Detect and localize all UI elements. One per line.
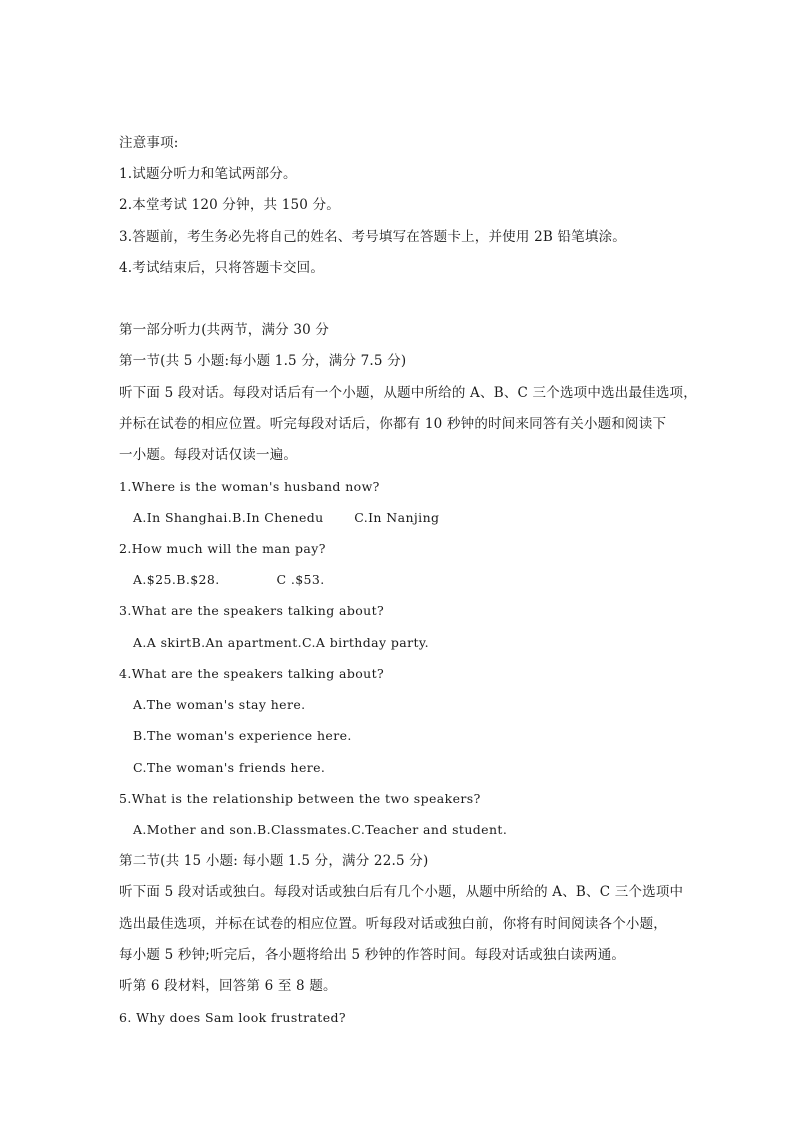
question-4-option-a: A.The woman's stay here. — [133, 697, 306, 712]
part1-title: 第一部分听力(共两节，满分 30 分 — [119, 322, 330, 338]
section2-instruction-line-3: 每小题 5 秒钟;听完后，各小题将给出 5 秒钟的作答时间。每段对话或独白读两通。 — [119, 947, 626, 963]
section1-instruction-line-1: 听下面 5 段对话。每段对话后有一个小题，从题中所给的 A、B、C 三个选项中选出最佳选项， — [119, 385, 697, 401]
notice-item-3: 3.答题前，考生务必先将自己的姓名、考号填写在答题卡上，并使用 2B 铅笔填涂。 — [119, 229, 626, 245]
question-1-stem: 1.Where is the woman's husband now? — [119, 479, 380, 494]
question-1-options: A.In Shanghai.B.In Chenedu C.In Nanjing — [133, 510, 440, 525]
question-5-stem: 5.What is the relationship between the two speakers? — [119, 791, 481, 806]
section2-title: 第二节(共 15 小题: 每小题 1.5 分，满分 22.5 分) — [119, 853, 429, 869]
question-4-option-b: B.The woman's experience here. — [133, 728, 352, 743]
question-3-options: A.A skirtB.An apartment.C.A birthday party. — [133, 635, 430, 650]
section1-instruction-line-2: 并标在试卷的相应位置。听完每段对话后，你都有 10 秒钟的时间来同答有关小题和阅读下 — [119, 416, 667, 432]
section2-material: 听第 6 段材料，回答第 6 至 8 题。 — [119, 978, 337, 994]
question-4-option-c: C.The woman's friends here. — [133, 760, 326, 775]
notice-item-1: 1.试题分听力和笔试两部分。 — [119, 166, 297, 182]
section1-instruction-line-3: 一小题。每段对话仅读一遍。 — [119, 447, 298, 463]
question-3-stem: 3.What are the speakers talking about? — [119, 603, 385, 618]
section1-title: 第一节(共 5 小题:每小题 1.5 分，满分 7.5 分) — [119, 353, 407, 369]
question-4-stem: 4.What are the speakers talking about? — [119, 666, 385, 681]
section2-instruction-line-1: 听下面 5 段对话或独白。每段对话或独白后有几个小题，从题中所给的 A、B、C 三个选项中 — [119, 884, 684, 900]
notice-item-2: 2.本堂考试 120 分钟，共 150 分。 — [119, 197, 340, 213]
notice-title: 注意事项: — [119, 135, 179, 151]
question-5-options: A.Mother and son.B.Classmates.C.Teacher and student. — [133, 822, 508, 837]
question-2-options: A.$25.B.$28. C .$53. — [133, 572, 325, 587]
question-2-stem: 2.How much will the man pay? — [119, 541, 326, 556]
notice-item-4: 4.考试结束后，只将答题卡交回。 — [119, 260, 325, 276]
question-6-stem: 6. Why does Sam look frustrated? — [119, 1010, 347, 1025]
section2-instruction-line-2: 选出最佳选项，并标在试卷的相应位置。听每段对话或独白前，你将有时间阅读各个小题， — [119, 916, 667, 932]
